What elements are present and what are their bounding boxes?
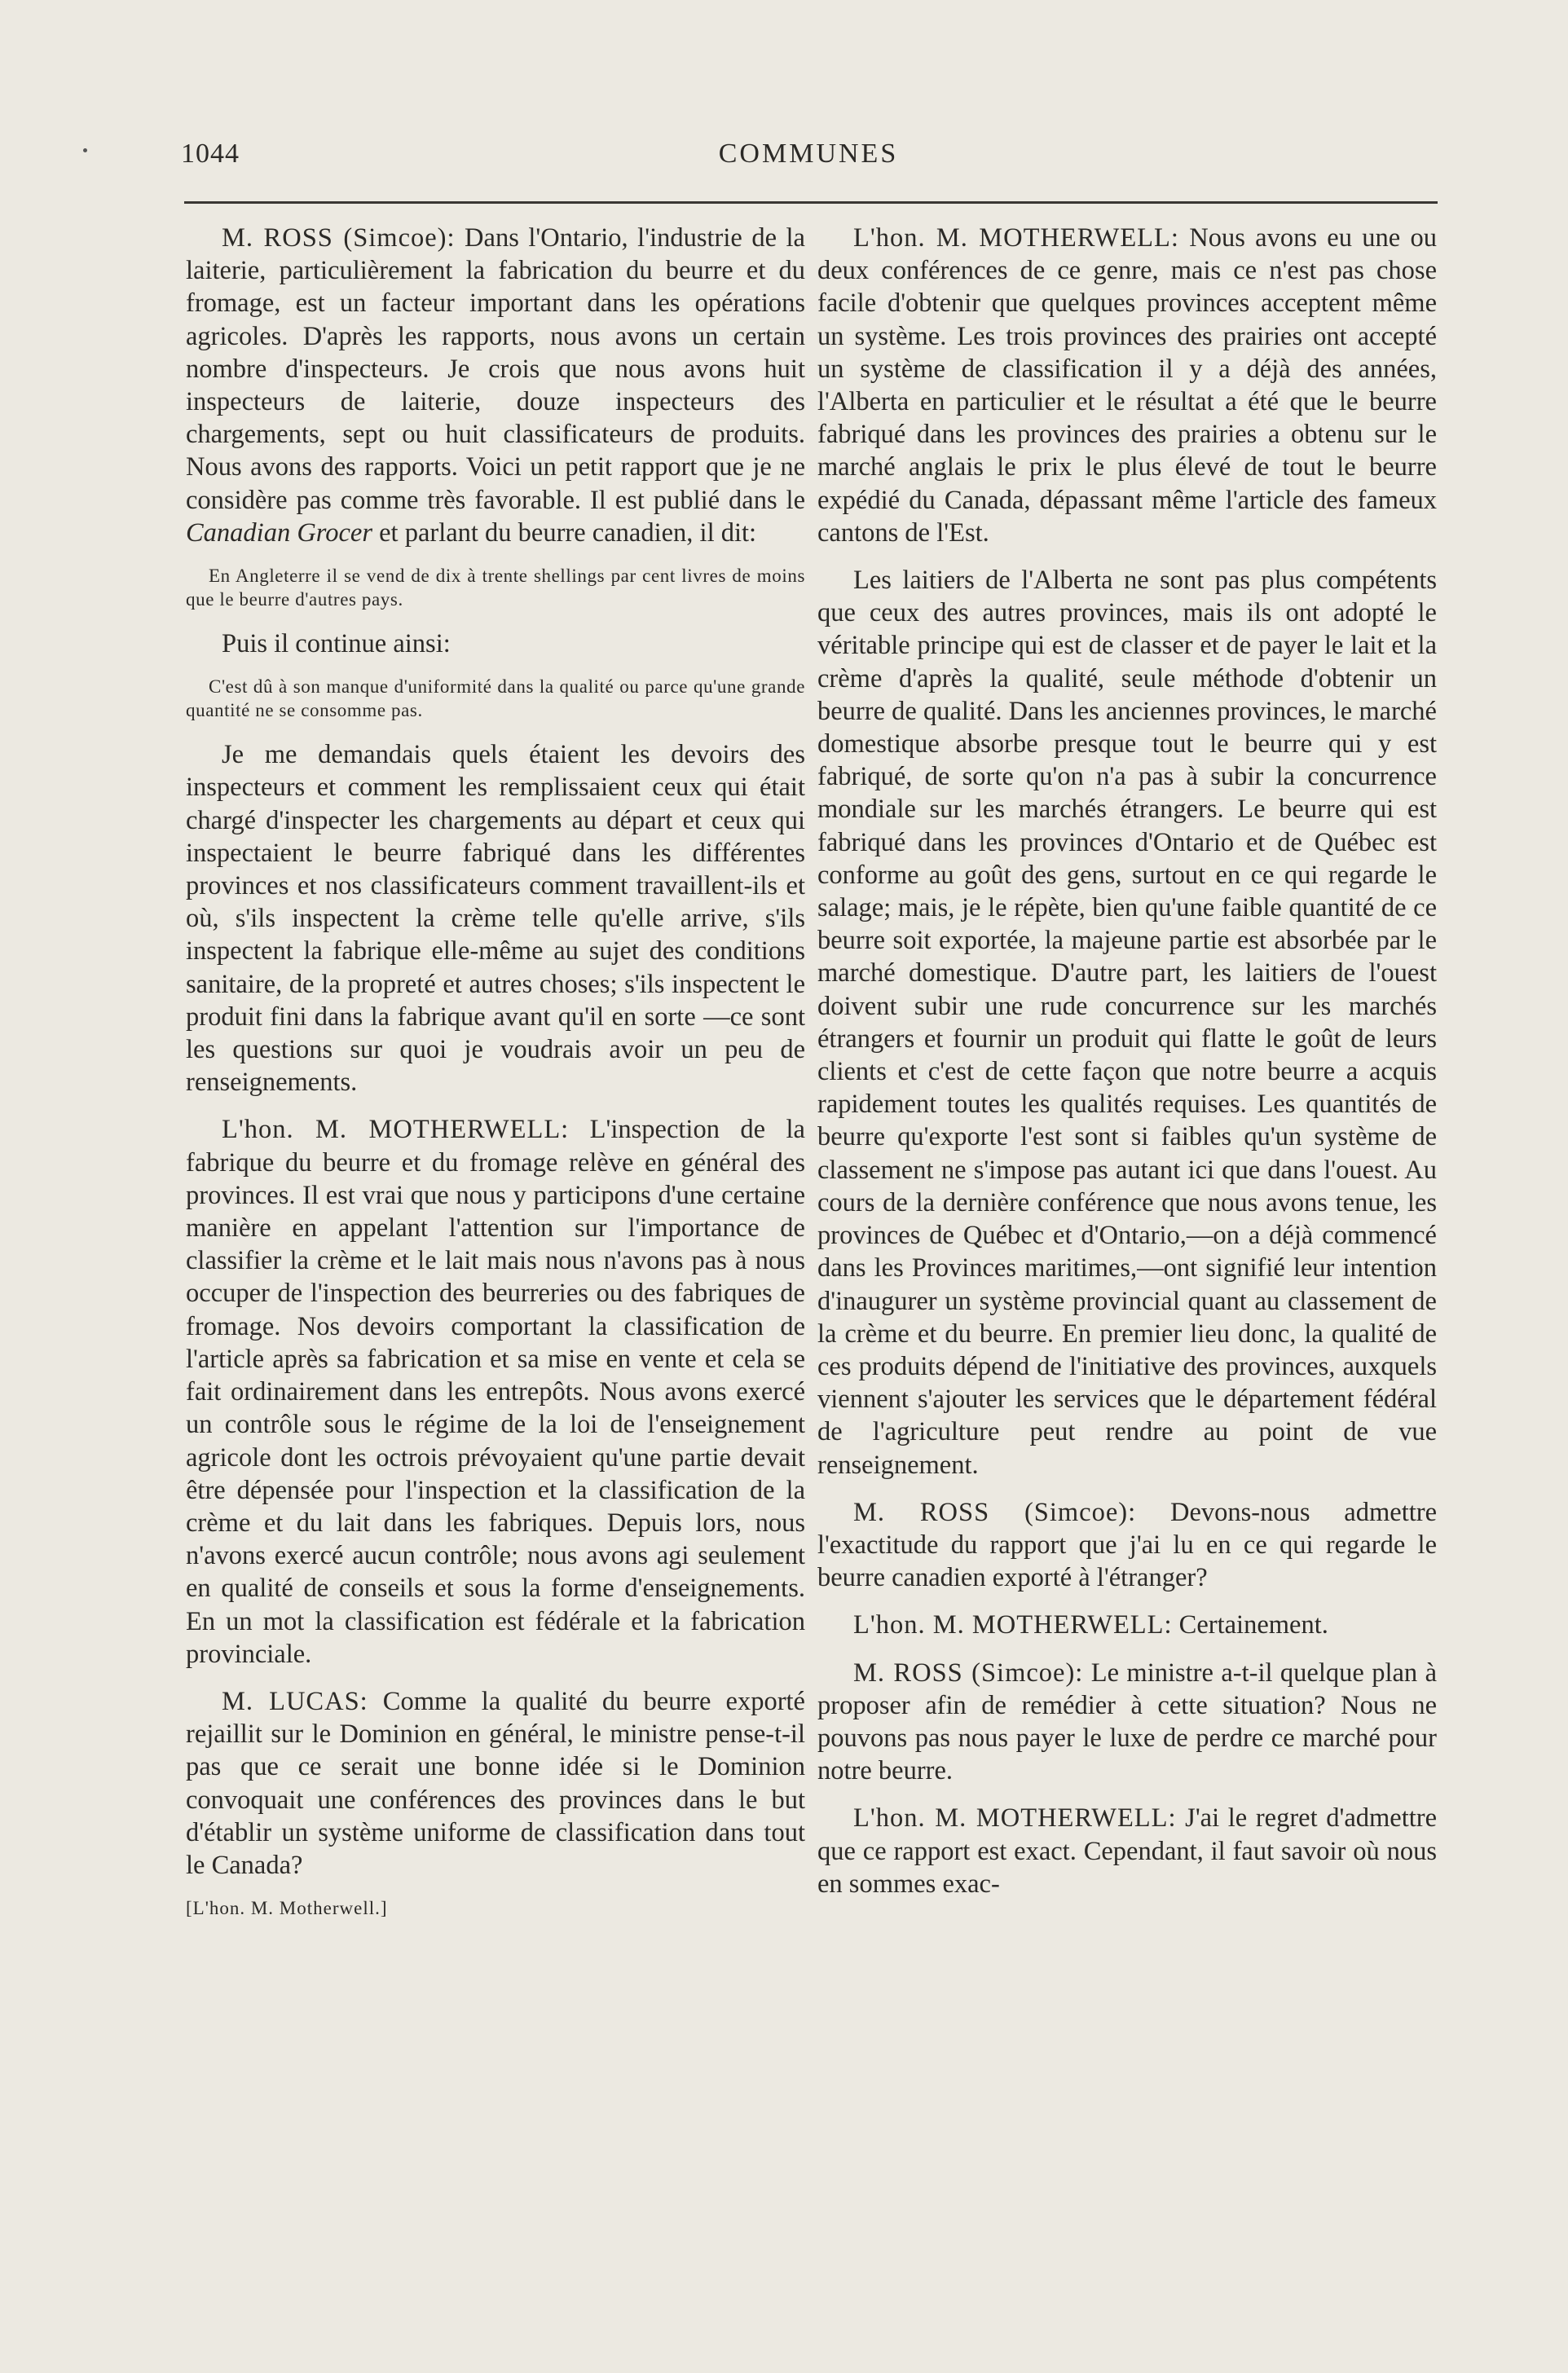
paragraph [817, 1496, 1437, 1595]
paragraph: Puis il continue ainsi: [222, 629, 451, 659]
paragraph-text: J'ai le regret d'admettre que ce rapport est exact. Cependant, il faut savoir où nous en sommes exac- [817, 1803, 1438, 1899]
block-quote: En Angleterre il se vend de dix à trente shellings par cent livres de moins que le beurre d'autres pays. [186, 566, 805, 610]
paragraph [186, 1113, 805, 1670]
speaker-name: M. ROSS (Simcoe): [853, 1497, 1137, 1527]
paragraph: Les laitiers de l'Alberta ne sont pas plus compétents que ceux des autres provinces, mais ils ont adopté le véritable principe qui est de classer et de payer le lait et la crème d'après la qualité, seule méthode d'obtenir un beurre de qualité. Dans les anciennes provinces, le marché domestique absorbe presque tout le beurre qui y est fabriqué, de sorte qu'on n'a pas à subir la concurrence mondiale sur les marchés étrangers. Le beurre qui est fabriqué dans les provinces d'Ontario et de Québec est conforme au goût des gens, surtout en ce qui regarde le salage; mais, je le répète, bien qu'une faible quantité de ce beurre soit exportée, la majeune partie est absorbée par le marché domestique. D'autre part, les laitiers de l'ouest doivent subir une rude concurrence sur les marchés étrangers et fournir un produit qui flatte le goût de leurs clients et c'est de cette façon que notre beurre a acquis rapidement toutes les qualités requises. Les quantités de beurre qu'exporte l'est sont si faibles qu'un système de classement ne s'impose pas autant ici que dans l'ouest. Au cours de la dernière conférence que nous avons tenue, les provinces de Québec et d'Ontario,—on a déjà commencé dans les Provinces maritimes,—ont signifié leur intention d'inaugurer un système provincial quant au classement de la crème et du beurre. En premier lieu donc, la qualité de ces produits dépend de l'initiative des provinces, auxquels viennent s'ajouter les services que le département fédéral de l'agriculture peut rendre au point de vue renseignement. [817, 566, 1437, 1480]
page-number: 1044 [181, 139, 240, 169]
paragraph [817, 1657, 1437, 1788]
page-footer-signature: [L'hon. M. Motherwell.] [186, 1898, 388, 1919]
page-header [181, 139, 1436, 187]
speaker-name: L'hon. M. MOTHERWELL: [853, 1610, 1173, 1640]
block-quote: C'est dû à son manque d'uniformité dans la qualité ou parce qu'une grande quantité ne se consomme pas. [186, 676, 805, 721]
paragraph-text: Devons-nous admettre l'exactitude du rapport que j'ai lu en ce qui regarde le beurre canadien exporté à l'étranger? [817, 1497, 1437, 1593]
paragraph-text: Dans l'Ontario, l'industrie de la laiterie, particulièrement la fabrication du beurre et du fromage, est un facteur important dans les opérations agricoles. D'après les rapports, nous avons un certain nombre d'inspecteurs. Je crois que nous avons huit inspecteurs de laiterie, douze inspecteurs des chargements, sept ou huit classificateurs de produits. Nous avons des rapports. Voici un petit rapport que je ne considère pas comme très favorable. Il est publié dans le [186, 223, 805, 515]
speaker-name: L'hon. M. MOTHERWELL: [853, 223, 1179, 253]
speaker-name: M. ROSS (Simcoe): [853, 1658, 1084, 1688]
right-column [817, 222, 1437, 1915]
paragraph [817, 1802, 1437, 1900]
running-head: COMMUNES [718, 139, 899, 169]
left-column [186, 222, 805, 1920]
paragraph [186, 1685, 805, 1882]
publication-title: Canadian Grocer [186, 517, 372, 548]
speaker-name: M. LUCAS: [222, 1686, 368, 1716]
paragraph-text: Le ministre a-t-il quelque plan à proposer afin de remédier à cette situation? Nous ne pouvons pas nous payer le luxe de perdre ce marché pour notre beurre. [817, 1658, 1437, 1786]
paragraph: Je me demandais quels étaient les devoirs des inspecteurs et comment les remplissaient ceux qui était chargé d'inspecter les chargements au départ et ceux qui inspectaient le beurre fabriqué dans les différentes provinces et nos classificateurs comment travaillent-ils et où, s'ils inspectent la crème telle qu'elle arrive, s'ils inspectent la fabrique elle-même au sujet des conditions sanitaire, de la propreté et autres choses; s'ils inspectent le produit fini dans la fabrique avant qu'il en sorte —ce sont les questions sur quoi je voudrais avoir un peu de renseignements. [186, 740, 805, 1098]
paragraph [817, 222, 1437, 549]
speaker-name: L'hon. M. MOTHERWELL: [222, 1115, 570, 1145]
paragraph-text: Certainement. [1172, 1610, 1328, 1640]
paragraph-text: Nous avons eu une ou deux conférences de ce genre, mais ce n'est pas chose facile d'obtenir que quelques provinces acceptent même un système. Les trois provinces des prairies ont accepté un système de classification il y a déjà des années, l'Alberta en particulier et le résultat a été que le beurre fabriqué dans les provinces des prairies a obtenu sur le marché anglais le prix le plus élevé de tout le beurre expédié du Canada, dépassant même l'article des fameux cantons de l'Est. [817, 223, 1438, 548]
paragraph-text: L'inspection de la fabrique du beurre et du fromage relève en général des provinces. Il est vrai que nous y participons d'une certaine manière en appelant l'attention sur l'importance de classifier la crème et le lait mais nous n'avons pas à nous occuper de l'inspection des beurreries ou des fabriques de fromage. Nos devoirs comportant la classification de l'article après sa fabrication et sa mise en vente et cela se fait ordinairement dans les entrepôts. Nous avons exercé un contrôle sous le régime de la loi de l'enseignement agricole dont les octrois prévoyaient qu'une partie devait être dépensée pour l'inspection et la classification de la crème et du lait dans les fabriques. Depuis lors, nous n'avons exercé aucun contrôle; nous avons agi seulement en qualité de conseils et sous la forme d'enseignements. En un mot la classification est fédérale et la fabrication provinciale. [186, 1115, 805, 1669]
header-rule [184, 201, 1438, 204]
paragraph-text: et parlant du beurre canadien, il dit: [372, 517, 757, 548]
paragraph [817, 1609, 1437, 1641]
paragraph [186, 222, 805, 549]
paragraph-text: Comme la qualité du beurre exporté rejaillit sur le Dominion en général, le ministre pense-t-il pas que ce serait une bonne idée si le Dominion convoquait une conférences des provinces dans le but d'établir un système uniforme de classification dans tout le Canada? [186, 1686, 805, 1880]
speaker-name: L'hon. M. MOTHERWELL: [853, 1803, 1177, 1834]
speaker-name: M. ROSS (Simcoe): [222, 223, 456, 253]
speck-mark [83, 148, 87, 152]
